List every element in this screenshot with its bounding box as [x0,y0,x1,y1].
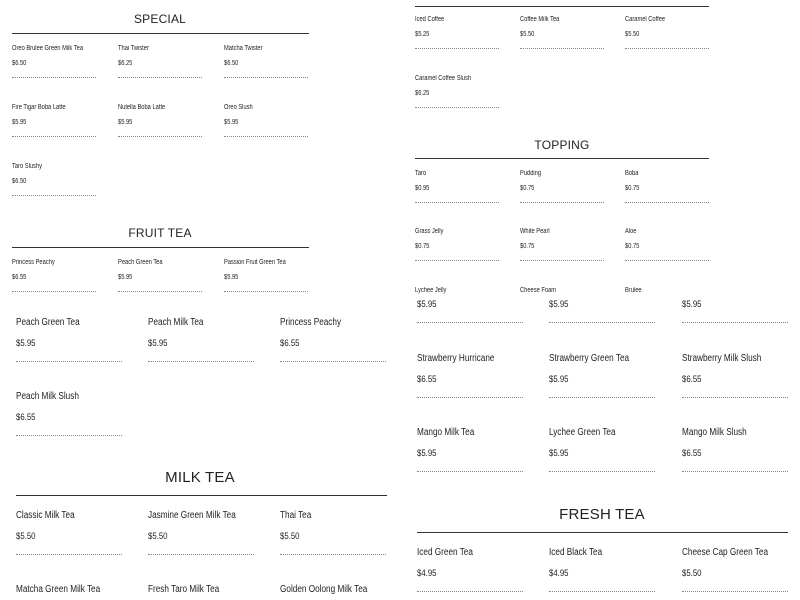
menu-item[interactable] [625,16,709,49]
menu-item[interactable] [224,104,308,137]
item-name: Iced Coffee [415,16,445,23]
item-name: Strawberry Milk Slush [682,353,762,364]
menu-item[interactable] [415,16,499,49]
item-name: Thai Twister [118,45,149,52]
item-price: $0.75 [415,243,430,250]
dotted-divider [224,136,308,137]
dotted-divider [625,260,709,261]
dotted-divider [682,591,788,592]
menu-item[interactable] [16,317,122,362]
item-price: $6.25 [415,90,430,97]
item-name: Strawberry Green Tea [549,353,630,364]
dotted-divider [682,471,788,472]
menu-item[interactable] [415,75,499,108]
menu-item[interactable] [118,45,202,78]
menu-item[interactable] [148,510,255,555]
fruit-tea-divider [12,247,309,248]
dotted-divider [520,202,604,203]
menu-item[interactable] [12,259,96,292]
item-price: $5.25 [415,31,430,38]
item-name: Jasmine Green Milk Tea [148,510,236,521]
item-price: $5.95 [224,119,239,126]
dotted-divider [415,260,499,261]
dotted-divider [549,397,655,398]
menu-item[interactable] [118,104,202,137]
item-name: Grass Jelly [415,228,444,235]
menu-item[interactable] [520,228,604,261]
item-name: Peach Green Tea [118,259,163,266]
menu-item[interactable] [549,299,655,323]
item-price: $0.75 [625,185,640,192]
dotted-divider [415,107,499,108]
menu-item[interactable] [148,317,254,362]
item-name: Fresh Taro Milk Tea [148,584,220,595]
item-price: $5.95 [16,338,36,349]
item-name: Boba [625,170,639,177]
dotted-divider [280,361,386,362]
item-price: $5.95 [224,274,239,281]
dotted-divider [417,397,523,398]
dotted-divider [12,291,96,292]
menu-item[interactable] [520,170,604,203]
dotted-divider [415,48,499,49]
menu-item[interactable] [12,163,96,196]
menu-item[interactable] [682,353,788,398]
item-name: Fire Tigar Boba Latte [12,104,66,111]
dotted-divider [549,471,655,472]
dotted-divider [682,397,788,398]
item-name: Cheese Foam [520,287,557,294]
item-price: $5.50 [625,31,640,38]
dotted-divider [148,361,254,362]
topping-divider [415,158,709,159]
item-price: $0.75 [625,243,640,250]
item-name: Taro [415,170,427,177]
menu-item[interactable] [415,287,453,294]
menu-item[interactable] [520,287,564,294]
dotted-divider [16,361,122,362]
dotted-divider [280,554,386,555]
item-name: Caramel Coffee [625,16,666,23]
item-name: Oreo Slush [224,104,253,111]
item-name: Nutella Boba Latte [118,104,166,111]
item-price: $6.55 [280,338,300,349]
item-name: Thai Tea [280,510,312,521]
dotted-divider [682,322,788,323]
item-price: $5.95 [417,299,437,310]
item-name: Iced Black Tea [549,547,603,558]
item-name: Princess Peachy [280,317,342,328]
item-name: Peach Milk Slush [16,391,79,402]
item-price: $6.50 [12,60,27,67]
item-price: $5.50 [148,531,168,542]
item-price: $6.50 [12,178,27,185]
menu-item[interactable] [682,427,788,472]
menu-item[interactable] [417,299,523,323]
item-name: Lychee Green Tea [549,427,616,438]
item-price: $5.50 [16,531,36,542]
item-name: Peach Green Tea [16,317,80,328]
item-name: Pudding [520,170,542,177]
dotted-divider [520,48,604,49]
menu-item[interactable] [280,317,386,362]
menu-item[interactable] [12,45,99,78]
dotted-divider [415,202,499,203]
item-name: Princess Peachy [12,259,55,266]
item-name: Passion Fruit Green Tea [224,259,286,266]
item-price: $6.55 [682,374,702,385]
milk-tea-divider [16,495,387,496]
menu-item[interactable] [16,584,119,595]
item-name: Taro Slushy [12,163,42,170]
menu-item[interactable] [16,391,122,436]
item-price: $0.75 [520,243,535,250]
dotted-divider [417,322,523,323]
fresh-tea-title: FRESH TEA [559,506,645,523]
item-price: $5.95 [148,338,168,349]
dotted-divider [417,471,523,472]
menu-item[interactable] [224,45,308,78]
item-name: Cheese Cap Green Tea [682,547,769,558]
dotted-divider [148,554,254,555]
dotted-divider [549,591,655,592]
dotted-divider [224,291,308,292]
item-name: Brulee [625,287,642,294]
dotted-divider [417,591,523,592]
menu-item[interactable] [280,510,386,555]
menu-item[interactable] [625,287,645,294]
item-price: $5.95 [682,299,702,310]
item-name: Mango Milk Slush [682,427,747,438]
menu-item[interactable] [118,259,202,292]
item-price: $0.95 [415,185,430,192]
special-divider [12,33,309,34]
item-price: $5.95 [118,119,133,126]
item-price: $5.95 [549,448,569,459]
item-name: Iced Green Tea [417,547,473,558]
dotted-divider [12,136,96,137]
menu-item[interactable] [16,510,122,555]
menu-item[interactable] [12,104,96,137]
menu-item[interactable] [625,228,709,261]
item-price: $6.55 [16,412,36,423]
item-name: Caramel Coffee Slush [415,75,472,82]
item-price: $4.95 [549,568,569,579]
dotted-divider [16,435,122,436]
topping-title: TOPPING [534,138,590,152]
dotted-divider [625,48,709,49]
item-price: $5.50 [280,531,300,542]
dotted-divider [224,77,308,78]
fruit-tea-title: FRUIT TEA [128,226,192,240]
dotted-divider [520,260,604,261]
item-price: $5.50 [682,568,702,579]
menu-item[interactable] [549,353,655,398]
item-price: $5.95 [417,448,437,459]
item-price: $6.55 [417,374,437,385]
item-name: Coffee Milk Tea [520,16,560,23]
item-name: Aloe [625,228,637,235]
menu-item[interactable] [415,228,499,261]
item-name: Matcha Green Milk Tea [16,584,101,595]
item-price: $5.95 [549,374,569,385]
item-name: Oreo Brulee Green Milk Tea [12,45,84,52]
dotted-divider [16,554,122,555]
menu-item[interactable] [549,427,655,472]
menu-item[interactable] [417,547,523,592]
item-name: Strawberry Hurricane [417,353,495,364]
dotted-divider [549,322,655,323]
item-price: $4.95 [417,568,437,579]
coffee-divider [415,6,709,7]
dotted-divider [12,195,96,196]
item-price: $5.95 [12,119,27,126]
item-price: $5.50 [520,31,535,38]
menu-item[interactable] [549,547,655,592]
item-price: $0.75 [520,185,535,192]
menu-item[interactable] [224,259,308,292]
menu-item[interactable] [415,170,499,203]
dotted-divider [118,136,202,137]
item-name: Classic Milk Tea [16,510,75,521]
menu-item[interactable] [682,299,788,323]
item-name: Peach Milk Tea [148,317,204,328]
item-name: Mango Milk Tea [417,427,475,438]
dotted-divider [118,291,202,292]
menu-item[interactable] [417,353,523,398]
item-name: Matcha Twister [224,45,263,52]
menu-item[interactable] [417,427,523,472]
item-price: $6.55 [682,448,702,459]
item-name: White Pearl [520,228,550,235]
menu-item[interactable] [625,170,709,203]
menu-item[interactable] [280,584,387,595]
item-price: $5.95 [549,299,569,310]
special-title: SPECIAL [133,12,187,26]
menu-item[interactable] [520,16,604,49]
item-price: $6.50 [224,60,239,67]
item-price: $6.25 [118,60,133,67]
dotted-divider [12,77,96,78]
item-name: Golden Oolong Milk Tea [280,584,368,595]
menu-item[interactable] [148,584,235,595]
item-price: $5.95 [118,274,133,281]
dotted-divider [118,77,202,78]
milk-tea-title: MILK TEA [165,469,235,486]
item-name: Lychee Jelly [415,287,447,294]
menu-item[interactable] [682,547,788,592]
dotted-divider [625,202,709,203]
item-price: $6.55 [12,274,27,281]
fresh-tea-divider [417,532,788,533]
